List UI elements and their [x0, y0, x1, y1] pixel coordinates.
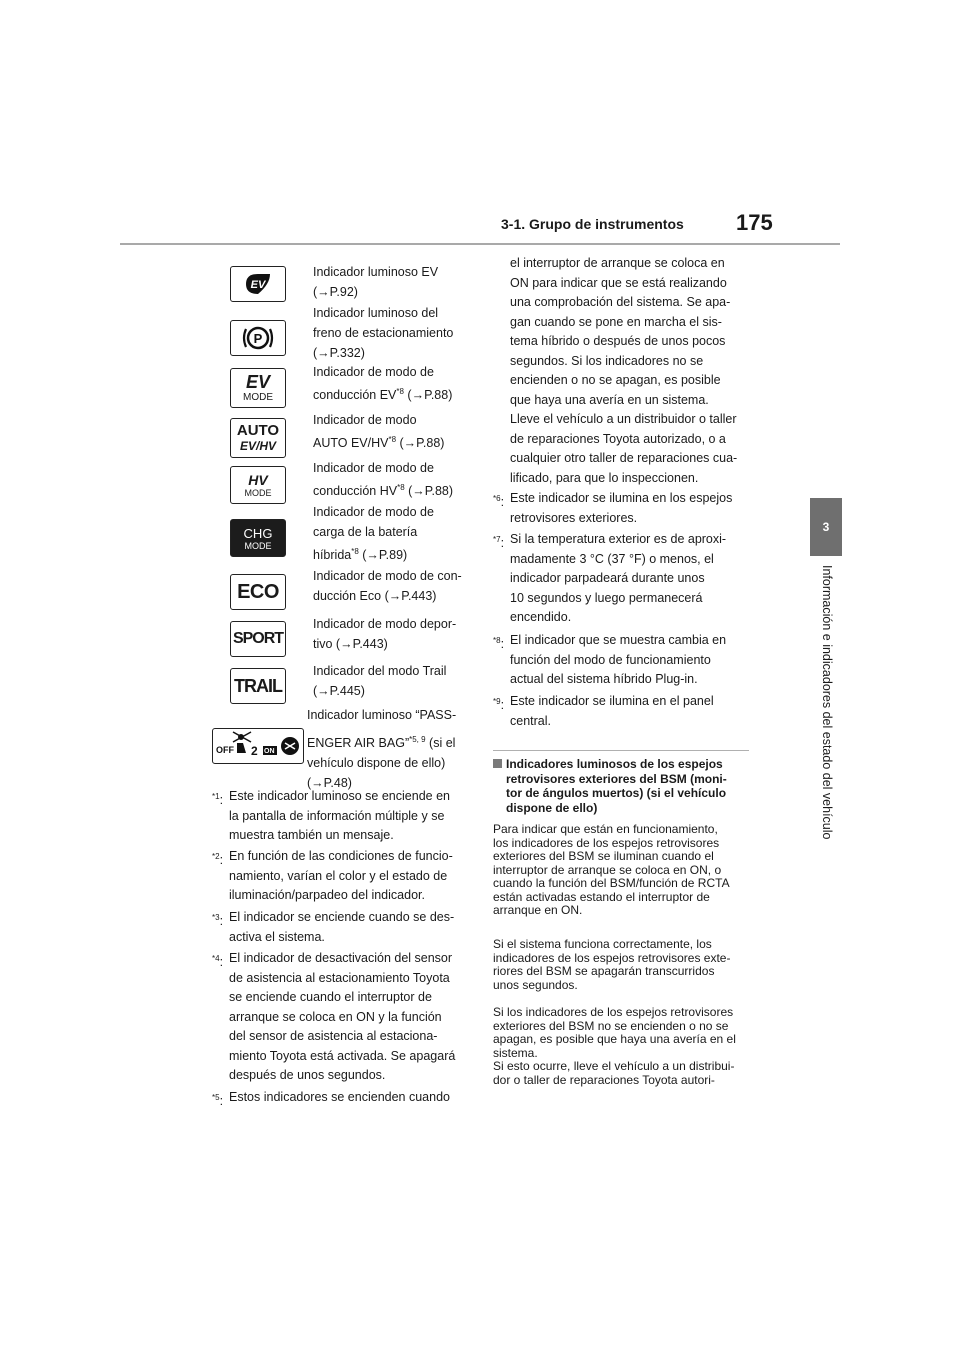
ev-mode-icon: EV MODE [230, 368, 286, 408]
indicator-label: Indicador de modo de con- ducción Eco (→P.443) [313, 569, 462, 603]
indicator-label: Indicador del modo Trail (→P.445) [313, 664, 447, 698]
section-title: 3-1. Grupo de instrumentos [501, 216, 684, 232]
header-divider [120, 243, 840, 245]
page-number: 175 [736, 210, 773, 235]
bsm-paragraph-1: Para indicar que están en funcionamiento, los indicadores de los espejos retrovisores exteriores del BSM se iluminan cuando el interruptor de arranque se coloca en ON, o cuando la función del BSM/función de RCTA están activadas estando el interruptor de arranque en ON. [493, 822, 730, 917]
ev-indicator-icon [230, 266, 286, 302]
svg-text:P: P [253, 331, 263, 346]
trail-mode-icon: TRAIL [230, 668, 286, 704]
eco-mode-icon: ECO [230, 574, 286, 610]
indicator-label: Indicador de modo de carga de la batería híbrida$^{*8}$ (→P.89) [313, 505, 434, 563]
footnote-2: $^{*2}$: En función de las condiciones de funcio- namiento, varían el color y el estado de iluminación/parpadeo del indicador. [212, 849, 453, 902]
bsm-section-heading: Indicadores luminosos de los espejos retrovisores exteriores del BSM (moni- tor de ángulos muertos) (si el vehículo dispone de ello) [493, 757, 749, 815]
footnote-5-continued: el interruptor de arranque se coloca en ON para indicar que se está realizando una comprobación del sistema. Se apa- gan cuando se pone en marcha el sis- tema híbrido o después de unos pocos segundos. Si los indicadores no se encienden o no se apagan, es posible que haya una avería en un sistema. Lleve el vehículo a un distribuidor o taller de reparaciones Toyota autorizado, o a cualquier otro taller de reparaciones cua- lificado, para que lo inspeccionen. [510, 256, 738, 485]
footnote-4: $^{*4}$: El indicador de desactivación del sensor de asistencia al estacionamiento Toyota se enciende cuando el interruptor de arranque se coloca en ON y la función del sensor de asistencia al estaciona- miento Toyota está activada. Se apagará después de unos segundos. [212, 951, 456, 1082]
indicator-label: Indicador de modo depor- tivo (→P.443) [313, 617, 457, 651]
section-divider [493, 750, 749, 751]
chapter-title: Información e indicadores del estado del vehículo [820, 565, 834, 840]
indicator-label: Indicador luminoso del freno de estacionamiento (→P.332) [313, 306, 454, 360]
footnote-1: $^{*1}$: Este indicador luminoso se enciende en la pantalla de información múltiple y se muestra también un mensaje. [212, 789, 450, 842]
svg-text:OFF: OFF [216, 745, 234, 755]
bsm-paragraph-2: Si el sistema funciona correctamente, los indicadores de los espejos retrovisores exte- riores del BSM se apagarán transcurridos unos segundos. [493, 937, 731, 992]
hv-mode-icon: HV MODE [230, 466, 286, 504]
section-square-icon [493, 759, 502, 768]
chg-mode-icon: CHG MODE [230, 519, 286, 557]
footnote-8: $^{*8}$: El indicador que se muestra cambia en función del modo de funcionamiento actual del sistema híbrido Plug-in. [493, 633, 727, 686]
footnote-9: $^{*9}$: Este indicador se ilumina en el panel central. [493, 694, 714, 728]
indicator-label: Indicador de modo de conducción EV$^{*8}$ (→P.88) [313, 365, 453, 403]
indicator-label: Indicador luminoso EV (→P.92) [313, 265, 439, 299]
svg-text:ON: ON [264, 748, 275, 755]
airbag-indicator-label: Indicador luminoso “PASS- ENGER AIR BAG”$^{*5, 9}$ (si el vehículo dispone de ello) (→P.48) [307, 708, 457, 791]
passenger-airbag-icon [212, 728, 304, 764]
footnote-3: $^{*3}$: El indicador se enciende cuando se des- activa el sistema. [212, 910, 455, 944]
indicator-label: Indicador de modo AUTO EV/HV$^{*8}$ (→P.88) [313, 413, 445, 451]
indicator-label: Indicador de modo de conducción HV$^{*8}$ (→P.88) [313, 461, 454, 499]
auto-ev-hv-icon: AUTO EV/HV [230, 418, 286, 458]
footnote-6: $^{*6}$: Este indicador se ilumina en los espejos retrovisores exteriores. [493, 491, 733, 525]
sport-mode-icon: SPORT [230, 621, 286, 657]
svg-text:EV: EV [250, 279, 266, 291]
footnote-5: $^{*5}$: Estos indicadores se encienden cuando [212, 1090, 450, 1109]
parking-brake-icon [230, 320, 286, 356]
bsm-paragraph-3: Si los indicadores de los espejos retrovisores exteriores del BSM no se encienden o no se apagan, es posible que haya una avería en el sistema. Si esto ocurre, lleve el vehículo a un distribui- dor o taller de reparaciones Toyota autori- [493, 1005, 736, 1087]
footnote-7: $^{*7}$: Si la temperatura exterior es de aproxi- madamente 3 °C (37 °F) o menos, el indicador parpadeará durante unos 10 segundos y luego permanecerá encendido. [493, 532, 727, 624]
svg-text:2: 2 [251, 744, 258, 758]
chapter-tab: 3 [810, 498, 842, 556]
